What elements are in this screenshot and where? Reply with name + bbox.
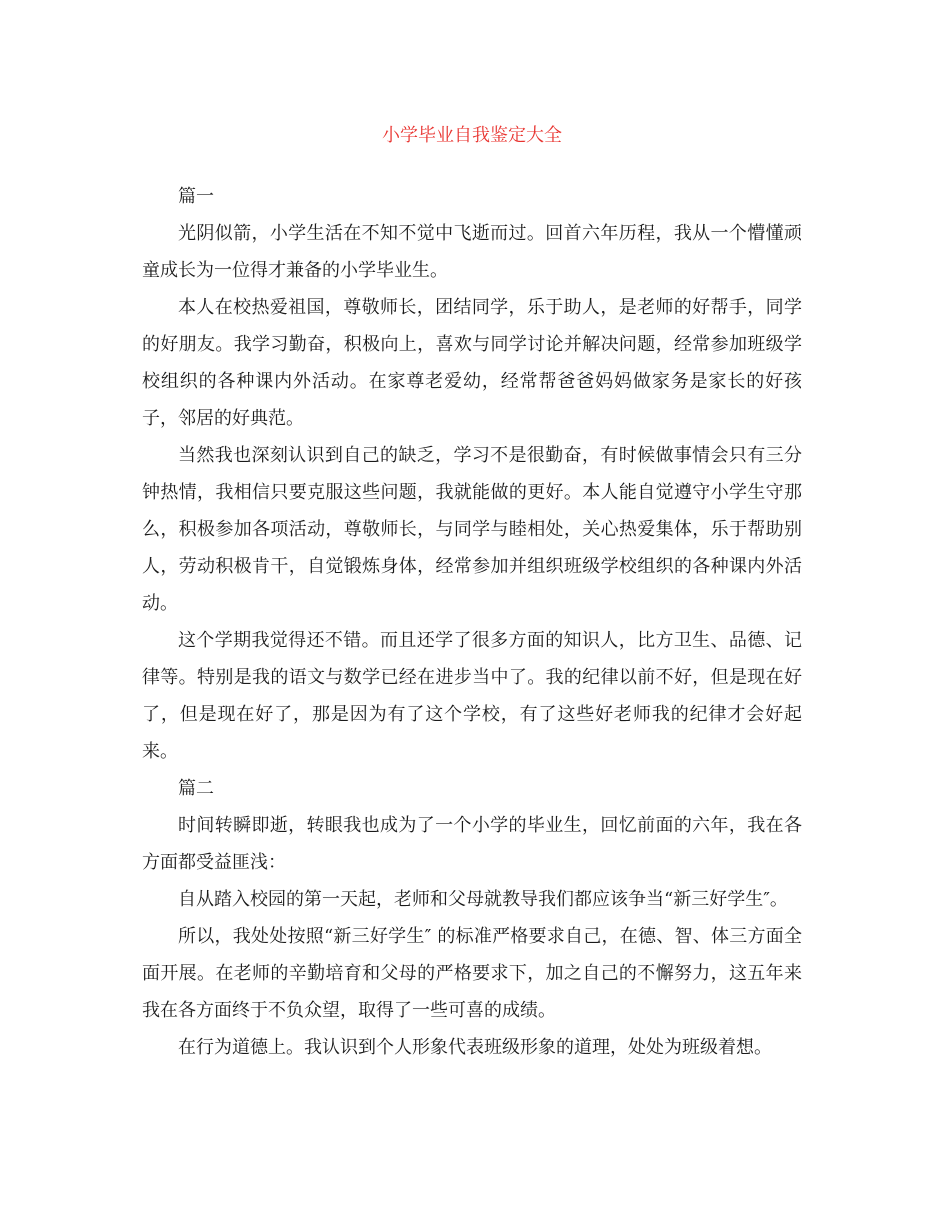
section-heading-1: 篇一 xyxy=(178,186,214,207)
paragraph: 光阴似箭，小学生活在不知不觉中飞逝而过。回首六年历程，我从一个懵懂顽童成长为一位得才兼备的小学毕业生。 xyxy=(142,223,802,281)
paragraph: 当然我也深刻认识到自己的缺乏，学习不是很勤奋，有时候做事情会只有三分钟热情，我相信只要克服这些问题，我就能做的更好。本人能自觉遵守小学生守那么，积极参加各项活动，尊敬师长，与同学与睦相处，关心热爱集体，乐于帮助别人，劳动积极肯干，自觉锻炼身体，经常参加并组织班级学校组织的各种课内外活动。 xyxy=(142,445,802,614)
paragraph: 自从踏入校园的第一天起，老师和父母就教导我们都应该争当“新三好学生″。 xyxy=(178,889,788,910)
paragraph: 所以，我处处按照“新三好学生″ 的标准严格要求自己，在德、智、体三方面全面开展。在老师的辛勤培育和父母的严格要求下，加之自己的不懈努力，这五年来我在各方面终于不负众望，取得了一些可喜的成绩。 xyxy=(142,926,802,1021)
document-page xyxy=(142,118,802,1066)
paragraph: 时间转瞬即逝，转眼我也成为了一个小学的毕业生，回忆前面的六年，我在各方面都受益匪浅： xyxy=(142,815,802,873)
document-title: 小学毕业自我鉴定大全 xyxy=(382,125,562,146)
paragraph: 本人在校热爱祖国，尊敬师长，团结同学，乐于助人，是老师的好帮手，同学的好朋友。我学习勤奋，积极向上，喜欢与同学讨论并解决问题，经常参加班级学校组织的各种课内外活动。在家尊老爱幼，经常帮爸爸妈妈做家务是家长的好孩子，邻居的好典范。 xyxy=(142,297,802,429)
paragraph: 这个学期我觉得还不错。而且还学了很多方面的知识人，比方卫生、品德、记律等。特别是我的语文与数学已经在进步当中了。我的纪律以前不好，但是现在好了，但是现在好了，那是因为有了这个学校，有了这些好老师我的纪律才会好起来。 xyxy=(142,630,802,762)
paragraph: 在行为道德上。我认识到个人形象代表班级形象的道理，处处为班级着想。 xyxy=(178,1037,772,1058)
section-heading-2: 篇二 xyxy=(178,778,214,799)
